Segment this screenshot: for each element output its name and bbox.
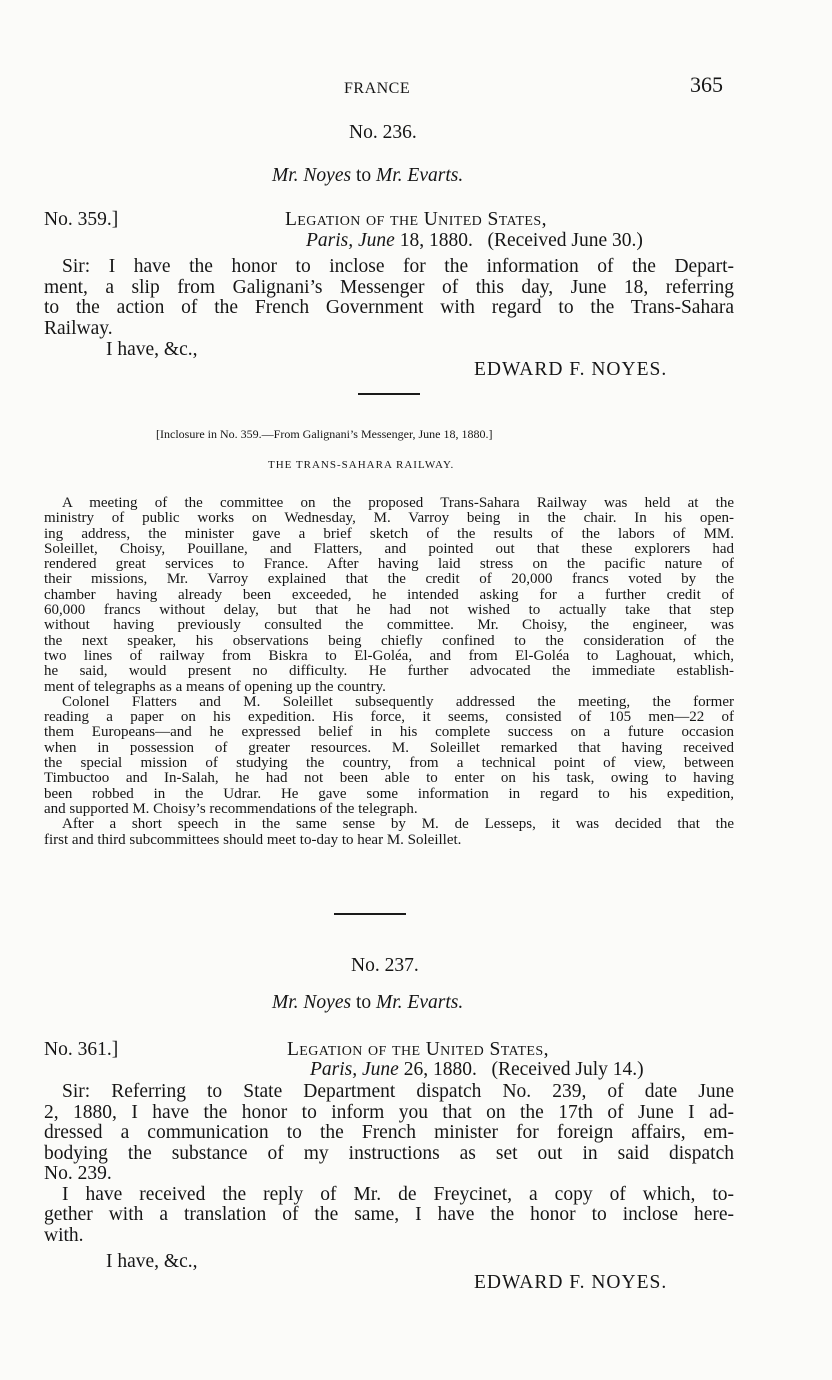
running-title: FRANCE (344, 80, 411, 97)
text-line: when in possession of greater resources. M. Soleillet remarked that having received (44, 739, 734, 756)
text-line: and supported M. Choisy’s recommendations of the telegraph. (44, 800, 418, 817)
inclosure-title: THE TRANS-SAHARA RAILWAY. (268, 459, 455, 471)
text-line: I have received the reply of Mr. de Freycinet, a copy of which, to- (62, 1183, 734, 1205)
closing: I have, &c., (106, 339, 198, 360)
text-line: been robbed in the Udrar. He gave some information in regard to his expedition, (44, 785, 734, 802)
text-line: to the action of the French Government with regard to the Trans-Sahara (44, 297, 734, 318)
text-line: rendered great services to France. After having laid stress on the pacific nature of (44, 556, 734, 573)
text-line: chamber having already been exceeded, he intended asking for a further credit of (44, 586, 734, 603)
text-line: reading a paper on his expedition. His force, it seems, consisted of 105 men—22 of (44, 709, 734, 726)
document-title: Mr. Noyes to Mr. Evarts. (272, 992, 464, 1013)
text-line: bodying the substance of my instructions as set out in said dispatch (44, 1142, 734, 1164)
text-line: Sir: Referring to State Department dispatch No. 239, of date June (62, 1081, 734, 1102)
text-line: two lines of railway from Biskra to El-Goléa, and from El-Goléa to Laghouat, which, (44, 647, 734, 664)
text-line: Timbuctoo and In-Salah, he had not been able to enter on his task, owing to having (44, 770, 734, 787)
dispatch-number: No. 361.] (44, 1039, 119, 1060)
signature: EDWARD F. NOYES. (474, 359, 668, 380)
dispatch-number: No. 359.] (44, 209, 119, 230)
text-line: he said, would present no difficulty. He further advocated the immediate establish- (44, 663, 734, 680)
legation-line: Legation of the United States, (287, 1039, 549, 1060)
text-line: them Europeans—and he expressed belief in his complete success on a future occasion (44, 724, 734, 741)
text-line: ing address, the minister gave a brief sketch of the results of the labors of MM. (44, 525, 734, 542)
inclosure-paragraph (44, 496, 734, 848)
text-line: Soleillet, Choisy, Pouillane, and Flatters, and pointed out that these explorers had (44, 540, 734, 557)
text-line: dressed a communication to the French minister for foreign affairs, em- (44, 1122, 734, 1143)
text-line: gether with a translation of the same, I have the honor to inclose here- (44, 1204, 734, 1225)
text-line: ment, a slip from Galignani’s Messenger of this day, June 18, referring (44, 276, 734, 298)
page-number: 365 (690, 72, 723, 97)
text-line: without having previously consulted the committee. Mr. Choisy, the engineer, was (44, 617, 734, 634)
section-rule (334, 913, 406, 915)
document-number: No. 237. (351, 955, 419, 976)
text-line: their missions, Mr. Varroy explained that the credit of 20,000 francs voted by the (44, 571, 734, 588)
text-line: ministry of public works on Wednesday, M. Varroy being in the chair. In his open- (44, 510, 734, 527)
inclosure-heading: [Inclosure in No. 359.—From Galignani’s Messenger, June 18, 1880.] (156, 427, 493, 441)
text-line: first and third subcommittees should meet to-day to hear M. Soleillet. (44, 831, 462, 848)
text-line: the next speaker, his observations being chiefly confined to the consideration of the (44, 632, 734, 649)
text-line: with. (44, 1224, 84, 1246)
text-line: Colonel Flatters and M. Soleillet subsequently addressed the meeting, the former (62, 693, 734, 710)
text-line: the special mission of studying the country, from a technical point of view, between (44, 755, 734, 772)
dateline: Paris, June 26, 1880. (Received July 14.) (310, 1059, 644, 1080)
text-line: 60,000 francs without delay, but that he had not wished to actually take that step (44, 602, 734, 619)
section-rule (358, 393, 420, 395)
text-line: After a short speech in the same sense by M. de Lesseps, it was decided that the (62, 816, 734, 833)
legation-line: Legation of the United States, (285, 209, 547, 230)
signature: EDWARD F. NOYES. (474, 1272, 668, 1293)
text-line: No. 239. (44, 1163, 112, 1184)
letter-body (44, 1082, 734, 1246)
document-number: No. 236. (349, 122, 417, 143)
closing: I have, &c., (106, 1251, 198, 1272)
text-line: Railway. (44, 317, 113, 339)
letter-body (44, 257, 734, 339)
text-line: ment of telegraphs as a means of opening up the country. (44, 678, 386, 695)
document-title: Mr. Noyes to Mr. Evarts. (272, 165, 464, 186)
text-line: Sir: I have the honor to inclose for the information of the Depart- (62, 256, 734, 277)
dateline: Paris, June 18, 1880. (Received June 30.) (306, 230, 643, 251)
text-line: 2, 1880, I have the honor to inform you that on the 17th of June I ad- (44, 1101, 734, 1123)
text-line: A meeting of the committee on the proposed Trans-Sahara Railway was held at the (62, 495, 734, 511)
